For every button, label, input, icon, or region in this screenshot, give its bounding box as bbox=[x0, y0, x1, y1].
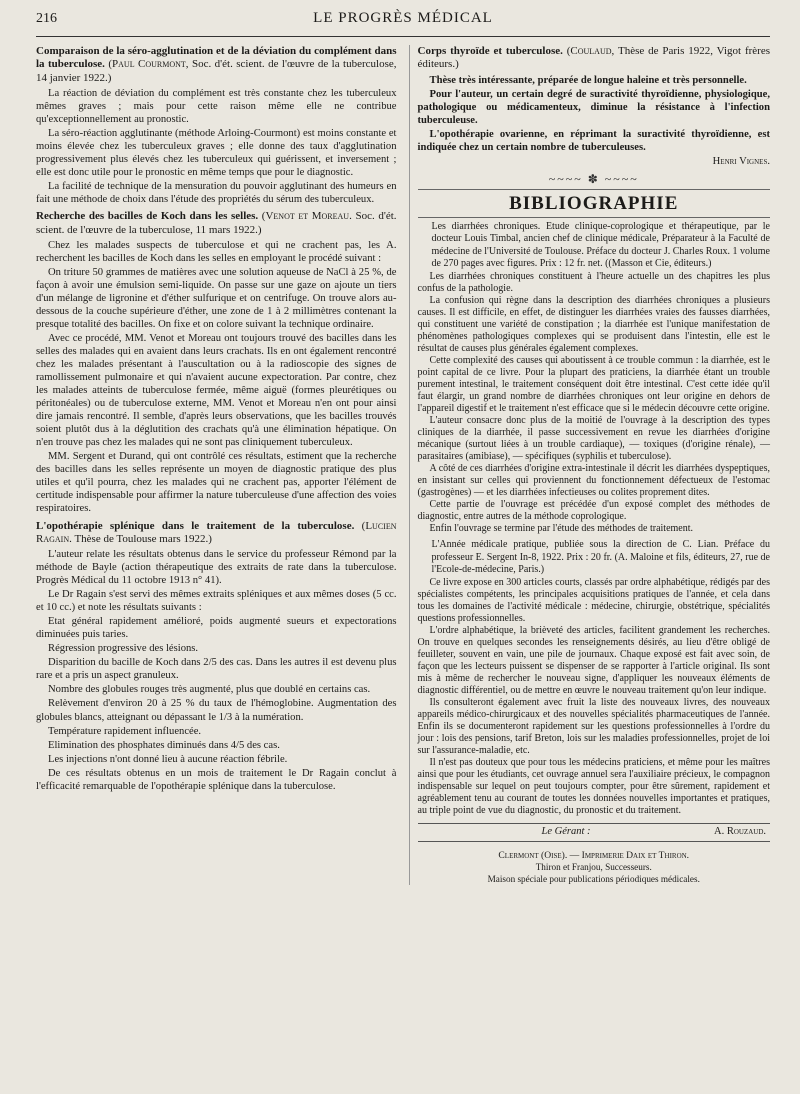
paragraph: L'auteur relate les résultats obtenus dans le service du professeur Rémond par la méthode de Bayle (action thérapeutique des extraits de rate dans la tuberculose. Progrès Médical du 11 octobre 1913 n° 41). bbox=[36, 549, 397, 587]
article-heading: L'opothérapie splénique dans le traitement de la tuberculose. bbox=[36, 519, 355, 532]
article-corps-thyroide bbox=[418, 45, 771, 168]
article-heading: Recherche des bacilles de Koch dans les selles. bbox=[36, 210, 259, 223]
imprint-line: Maison spéciale pour publications périodiques médicales. bbox=[487, 873, 700, 884]
paragraph: La séro-réaction agglutinante (méthode Arloing-Courmont) est moins constante et moins élevée chez les tuberculeux graves ; elle donne des taux d'agglutination progressivement plus élevés chez les tuberculeux qui guérissent, et inversement ; elle est donc utile pour le pronostic en même temps que pour le diagnostic. bbox=[36, 128, 397, 179]
paragraph: La réaction de déviation du complément est très constante chez les tuberculeux mêmes graves ; mais pour cette raison même elle ne contribue qu'exceptionnellement au pronostic. bbox=[36, 88, 397, 126]
imprint-line: Thiron et Franjou, Successeurs. bbox=[535, 862, 652, 872]
paragraph: L'ordre alphabétique, la brièveté des articles, facilitent grandement les recherches. On trouve en quelques secondes les renseignements désirés, au lieu d'être obligé de feuilleter, souvent en vain, une pile de journaux. Chaque exposé est fait avec soin, de façon que les lecteurs puissent se dispenser de se rapporter à l'article original. Ils sont mis à même de rechercher le nouveau signe, d'appliquer les nouveaux éléments de diagnostic différentiel, ou de mettre en œuvre le nouveau traitement qu'on leur indique. bbox=[417, 625, 770, 697]
article-author: Lucien Ragain bbox=[36, 519, 397, 545]
paragraph: Etat général rapidement amélioré, poids augmenté sueurs et expectorations diminuées puis taries. bbox=[36, 616, 397, 641]
article-reference: Thèse de Paris 1922, Vigot frères éditeurs.) bbox=[417, 45, 770, 71]
printer-imprint bbox=[418, 850, 771, 885]
paragraph: L'opothérapie ovarienne, en réprimant la suractivité thyroïdienne, est indiquée chez un certain nombre de tuberculeuses. bbox=[417, 128, 770, 153]
left-column bbox=[36, 45, 397, 885]
page-number: 216 bbox=[36, 11, 57, 26]
article-title: Recherche des bacilles de Koch dans les selles. (Venot et Moreau. Soc. d'ét. scient. de l'œuvre de la tuberculose, 11 mars 1922.) bbox=[36, 210, 397, 236]
two-column-body bbox=[36, 45, 770, 885]
paragraph: Pour l'auteur, un certain degré de suractivité thyroïdienne, physiologique, pathologique ou médicamenteux, diminue la résistance à l'infection tuberculeuse. bbox=[417, 88, 770, 126]
imprint-line: Clermont (Oise). — Imprimerie Daix et Thiron. bbox=[498, 850, 690, 862]
gerant-signoff bbox=[418, 823, 771, 842]
article-reference: Thèse de Toulouse mars 1922.) bbox=[74, 532, 212, 545]
paragraph: MM. Sergent et Durand, qui ont contrôlé ces résultats, estiment que la recherche des bacilles dans les selles représente un moyen de diagnostic pratique des plus utiles et qu'il pourra, chez les malades qui ne crachent pas, apporter l'élément de certitude indispensable pour affirmer la nature tuberculeuse d'une affection des voies respiratoires. bbox=[36, 451, 397, 515]
review-body bbox=[418, 271, 771, 535]
review-annee-medicale bbox=[418, 539, 771, 817]
article-bacilles-koch bbox=[36, 210, 397, 515]
article-author: Coulaud bbox=[570, 45, 612, 57]
review-body bbox=[418, 577, 771, 817]
running-head bbox=[36, 10, 770, 37]
gerant-name: A. Rouzaud. bbox=[713, 826, 766, 838]
paragraph: Régression progressive des lésions. bbox=[48, 643, 199, 655]
paragraph: La confusion qui règne dans la description des diarrhées chroniques a plusieurs causes. Il est difficile, en effet, de distinguer les diarrhées vraies des fausses diarrhées, qui constituent une variété de constipation ; la diarrhée est l'unique manifestation de phénomènes pathologiques complexes qui se produisent dans l'intestin, elle est le résultat de causes plus générales également complexes. bbox=[417, 295, 770, 355]
article-heading: Comparaison de la séro-agglutination et de la déviation du complément dans la tuberculose. bbox=[36, 45, 397, 71]
paragraph: Chez les malades suspects de tuberculose et qui ne crachent pas, les A. recherchent les bacilles de Koch dans les selles en employant le procédé suivant : bbox=[36, 240, 397, 265]
paragraph: Les diarrhées chroniques constituent à l'heure actuelle un des chapitres les plus confus de la pathologie. bbox=[417, 271, 770, 295]
article-title: Comparaison de la séro-agglutination et de la déviation du complément dans la tuberculose. (Paul Courmont, Soc. d'ét. scient. de l'œuvre de la tuberculose, 14 janvier 1922.) bbox=[36, 45, 397, 84]
article-signature: Henri Vignes. bbox=[712, 155, 770, 167]
article-title: Corps thyroïde et tuberculose. (Coulaud, Thèse de Paris 1922, Vigot frères éditeurs.) bbox=[417, 45, 770, 71]
article-reference: Soc. d'ét. scient. de l'œuvre de la tuberculose, 11 mars 1922.) bbox=[36, 210, 397, 236]
paragraph: Elimination des phosphates diminués dans 4/5 des cas. bbox=[48, 739, 280, 751]
article-reference: Soc. d'ét. scient. de l'œuvre de la tuberculose, 14 janvier 1922.) bbox=[36, 58, 397, 84]
paragraph: Il n'est pas douteux que pour tous les médecins praticiens, et même pour les maîtres ainsi que pour les étudiants, cet ouvrage annuel sera l'auxiliaire précieux, le compagnon indispensable sur lequel on peut toujours compter, pour être sûrement, rapidement et agréablement tenu au courant de toutes les données nouvelles importantes et pratiques, au triple point de vue du diagnostic, du pronostic et du traitement. bbox=[417, 757, 770, 817]
journal-title: LE PROGRÈS MÉDICAL bbox=[313, 10, 493, 26]
review-heading: Les diarrhées chroniques. Etude clinique-coprologique et thérapeutique, par le docteur Louis Timbal, ancien chef de clinique médicale, Préparateur à la Faculté de médecine de l'Université de Toulouse. Préface du docteur J. Charles Roux. 1 volume de 270 pages avec figures. Prix : 12 fr. net. ((Masson et Cie, éditeurs.) bbox=[431, 221, 770, 269]
paragraph: Les injections n'ont donné lieu à aucune réaction fébrile. bbox=[48, 753, 288, 765]
article-title: L'opothérapie splénique dans le traitement de la tuberculose. (Lucien Ragain. Thèse de Toulouse mars 1922.) bbox=[36, 519, 397, 545]
paragraph: Thèse très intéressante, préparée de longue haleine et très personnelle. bbox=[429, 74, 747, 86]
paragraph: Cette partie de l'ouvrage est précédée d'un exposé complet des méthodes de diagnostic, entre autres de la méthode coprologique. bbox=[417, 499, 770, 523]
paragraph: Nombre des globules rouges très augmenté, plus que doublé en certains cas. bbox=[48, 684, 371, 696]
gerant-label: Le Gérant : bbox=[541, 826, 591, 838]
paragraph: Température rapidement influencée. bbox=[48, 725, 202, 737]
paragraph: Avec ce procédé, MM. Venot et Moreau ont toujours trouvé des bacilles dans les selles des malades qui en avaient dans leurs crachats. Ils en ont également rencontré chez les malades présentant à l'auscultation ou à la radioscopie des signes de ramollissement pulmonaire et qui n'avaient aucune expectoration. Par contre, chez les malades atteints de tuberculose fermée, même aiguë (formes pleurétiques ou péritonéales) ou de tuberculose externe, MM. Venot et Moreau n'en ont pour ainsi dire jamais rencontré. Il semble, d'après leurs observations, que les bacilles trouvés soient plutôt dus à la déglutition des crachats qu'à une élimination hépatique. On n'en trouve pas chez les malades qui ne sont pas cliniquement tuberculeux. bbox=[36, 333, 397, 449]
review-heading: L'Année médicale pratique, publiée sous la direction de C. Lian. Préface du professeur E. Sergent In-8, 1922. Prix : 20 fr. (A. Maloine et fils, éditeurs, 27, rue de l'Ecole-de-médecine, Paris.) bbox=[431, 539, 770, 575]
right-column bbox=[409, 45, 771, 885]
paragraph: Ce livre expose en 300 articles courts, classés par ordre alphabétique, rédigés par des spécialistes compétents, les principales acquisitions pratiques de l'année, et cela dans tous les domaines de l'activité médicale : médecine, chirurgie, obstétrique, spécialités questions professionnelles. bbox=[417, 577, 770, 625]
review-diarrhees-chroniques bbox=[418, 221, 771, 535]
paragraph: Disparition du bacille de Koch dans 2/5 des cas. Dans les autres il est devenu plus rare et a pris un aspect granuleux. bbox=[36, 657, 397, 682]
paragraph: A côté de ces diarrhées d'origine extra-intestinale il décrit les diarrhées dyspeptiques, en insistant sur celles qui proviennent du fonctionnement défectueux de l'estomac (gastrogènes) — et les diarrhées infectieuses ou colites proprement dites. bbox=[417, 463, 770, 499]
paragraph: On triture 50 grammes de matières avec une solution aqueuse de NaCl à 25 %, de façon à avoir une émulsion semi-liquide. On passe sur une gaze on ajoute un tiers d'un mélange de ligronine et d'éther sulfurique et on centrifuge. On trouve alors au-dessous de la couche supérieure d'éther, une zone de 1 à 2 millimètres contenant la presque totalité des bacilles. On fixe et on colore suivant la technique ordinaire. bbox=[36, 267, 397, 331]
paragraph: Relèvement d'environ 20 à 25 % du taux de l'hémoglobine. Augmentation des globules blancs, atteignant ou dépassant le 1/3 à la numération. bbox=[36, 698, 397, 723]
paragraph: Enfin l'ouvrage se termine par l'étude des méthodes de traitement. bbox=[429, 523, 694, 535]
paragraph: La facilité de technique de la mensuration du pouvoir agglutinant des humeurs en fait une méthode de choix dans l'étude des propriétés du sérum des tuberculeux. bbox=[36, 181, 397, 206]
paragraph: De ces résultats obtenus en un mois de traitement le Dr Ragain conclut à l'efficacité remarquable de l'opothérapie splénique dans la tuberculose. bbox=[36, 767, 397, 792]
paragraph: L'auteur consacre donc plus de la moitié de l'ouvrage à la description des types cliniques de la diarrhée, il passe successivement en revue les diarrhées d'origine mécanique (surtout liées à un trouble cardiaque), — toxiques (d'origine rénale), — parasitaires (amibiase), — spécifiques (syphilis et tuberculose). bbox=[417, 415, 770, 463]
paragraph: Ils consulteront également avec fruit la liste des nouveaux livres, des nouveaux appareils médico-chirurgicaux et des nouvelles spécialités pharmaceutiques de l'année. Enfin ils se documenteront rapidement sur les questions professionnelles à l'ordre du jour : lois des pensions, tarif Breton, lois sur les maladies professionnelles, projet de loi sur l'assurance-maladie, etc. bbox=[417, 697, 770, 757]
article-heading: Corps thyroïde et tuberculose. bbox=[417, 45, 563, 57]
article-author: Paul Courmont bbox=[112, 58, 186, 71]
paragraph: Le Dr Ragain s'est servi des mêmes extraits spléniques et aux mêmes doses (5 cc. et 10 cc.) et note les résultats suivants : bbox=[36, 589, 397, 614]
ornament-divider: ~~~~ ✽ ~~~~ bbox=[548, 171, 639, 186]
section-heading-bibliographie: BIBLIOGRAPHIE bbox=[418, 189, 771, 218]
article-author: Venot et Moreau bbox=[265, 210, 350, 223]
article-opotherapie-splenique bbox=[36, 520, 397, 793]
article-seroagglutination bbox=[36, 45, 397, 206]
paragraph: Cette complexité des causes qui aboutissent à ce trouble commun : la diarrhée, est le point capital de ce livre. Pour la plupart des praticiens, la diarrhée étant un trouble purement intestinal, le traitement conséquent doit être intestinal. C'est cette idée qu'il faut élargir, un grand nombre de diarrhées chroniques ont leur origine en dehors de l'appareil digestif et le traitement n'est efficace que si le médecin découvre cette origine. bbox=[417, 355, 770, 415]
